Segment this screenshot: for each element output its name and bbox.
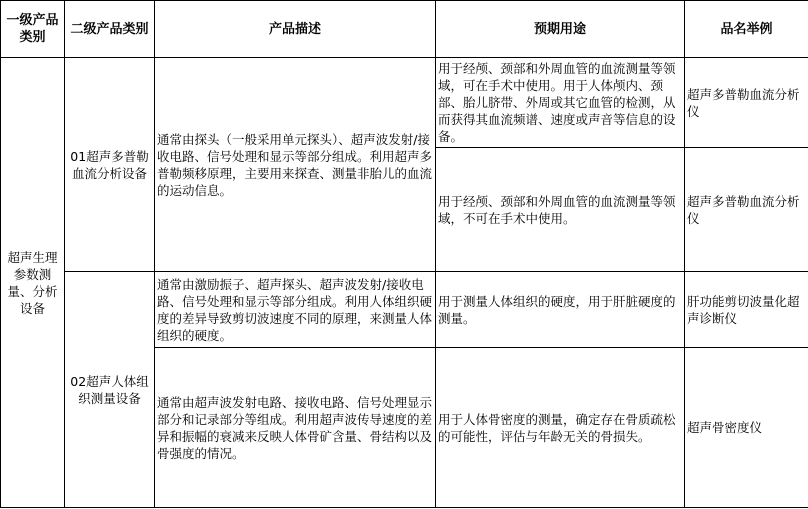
intended-use-cell: 用于经颅、颈部和外周血管的血流测量等领域，不可在手术中使用。 [436, 148, 685, 272]
table-row [1, 58, 808, 148]
product-example-cell: 超声多普勒血流分析仪 [685, 58, 808, 148]
intended-use-cell: 用于人体骨密度的测量，确定存在骨质疏松的可能性，评估与年龄无关的骨损失。 [436, 348, 685, 508]
category2-cell: 02超声人体组织测量设备 [65, 272, 155, 508]
intended-use-cell: 用于测量人体组织的硬度，用于肝脏硬度的测量。 [436, 272, 685, 348]
product-example-cell: 超声多普勒血流分析仪 [685, 148, 808, 272]
category2-cell: 01超声多普勒血流分析设备 [65, 58, 155, 272]
table-row [1, 272, 808, 348]
description-cell: 通常由超声波发射电路、接收电路、信号处理显示部分和记录部分等组成。利用超声波传导速度的差异和振幅的衰减来反映人体骨矿含量、骨结构以及骨强度的情况。 [155, 348, 436, 508]
product-example-cell: 肝功能剪切波量化超声诊断仪 [685, 272, 808, 348]
description-cell: 通常由探头（一般采用单元探头）、超声波发射/接收电路、信号处理和显示等部分组成。利用超声多普勒频移原理，主要用来探查、测量非胎儿的血流的运动信息。 [155, 58, 436, 272]
category1-cell: 超声生理参数测量、分析设备 [1, 58, 65, 508]
header-intended-use: 预期用途 [436, 1, 685, 58]
header-category1: 一级产品类别 [1, 1, 65, 58]
description-cell: 通常由激励振子、超声探头、超声波发射/接收电路、信号处理和显示等部分组成。利用人体组织硬度的差异导致剪切波速度不同的原理，来测量人体组织的硬度。 [155, 272, 436, 348]
product-example-cell: 超声骨密度仪 [685, 348, 808, 508]
intended-use-cell: 用于经颅、颈部和外周血管的血流测量等领域，可在手术中使用。用于人体颅内、颈部、胎儿脐带、外周或其它血管的检测，从而获得其血流频谱、速度或声音等信息的设备。 [436, 58, 685, 148]
header-row [1, 1, 808, 58]
header-category2: 二级产品类别 [65, 1, 155, 58]
header-product-examples: 品名举例 [685, 1, 808, 58]
header-description: 产品描述 [155, 1, 436, 58]
